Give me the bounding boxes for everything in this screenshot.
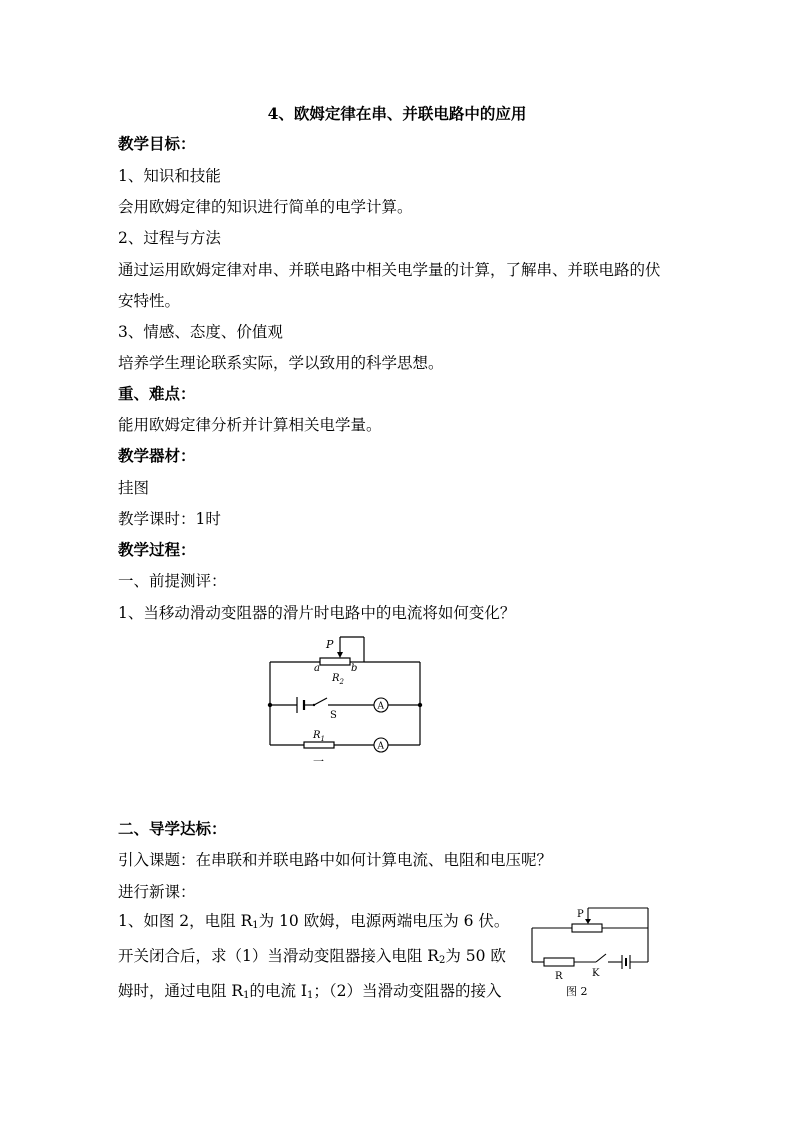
figure-2-slider	[585, 919, 591, 924]
label-r1: $R_1$	[313, 730, 325, 743]
figure-2-caption: 图 2	[566, 985, 588, 998]
figure-1-caption: 一	[313, 755, 324, 768]
goal2-heading: 2、过程与方法	[118, 229, 221, 247]
goal2-text-1: 通过运用欧姆定律对串、并联电路中相关电学量的计算，了解串、并联电路的伏	[118, 261, 661, 279]
part2-heading: 二、导学达标：	[118, 819, 227, 838]
switch-s	[314, 698, 327, 705]
label-a: a	[314, 663, 320, 674]
figure-2-switch-k	[596, 954, 606, 962]
process-heading: 教学过程：	[118, 540, 196, 559]
key-text: 能用欧姆定律分析并计算相关电学量。	[118, 416, 382, 434]
intro-text: 引入课题：在串联和并联电路中如何计算电流、电阻和电压呢？	[118, 851, 553, 869]
hours-text: 教学课时：1时	[118, 510, 221, 528]
question-1: 1、当移动滑动变阻器的滑片时电路中的电流将如何变化？	[118, 604, 516, 622]
new-lesson: 进行新课：	[118, 883, 196, 901]
figure-2-label-k: K	[592, 968, 600, 979]
figure-2-label-r: R	[555, 971, 563, 982]
resistor-r1	[304, 742, 334, 748]
goal1-heading: 1、知识和技能	[118, 167, 221, 185]
page-title: 4、欧姆定律在串、并联电路中的应用	[267, 104, 527, 123]
figure-2-rheostat	[572, 924, 602, 932]
figure-2-resistor-r	[544, 958, 574, 966]
slider-arrow	[337, 652, 343, 658]
goal1-text: 会用欧姆定律的知识进行简单的电学计算。	[118, 198, 413, 216]
label-p: P	[326, 638, 334, 651]
goals-heading: 教学目标：	[118, 134, 196, 153]
goal3-heading: 3、情感、态度、价值观	[118, 323, 283, 341]
equipment-text: 挂图	[118, 479, 150, 497]
part1-heading: 一、前提测评：	[118, 572, 227, 590]
label-b: b	[351, 663, 358, 674]
ammeter-2-label: A	[377, 741, 384, 752]
rheostat-r2	[320, 658, 350, 665]
goal2-text-2: 安特性。	[118, 292, 181, 310]
label-r2: $R_2$	[332, 673, 344, 686]
figure-2-label-p: P	[577, 909, 584, 920]
circuit-figure-1	[262, 630, 432, 770]
equipment-heading: 教学器材：	[118, 446, 196, 465]
example-1-paragraph: 1、如图 2，电阻 $R_1$为 10 欧姆，电源两端电压为 6 伏。 开关闭合后，求（1）当滑动变阻器接入电阻 $R_2$为 50 欧 姆时，通过电阻 $R_1$的电流 $I_1$；（2）当滑动变阻器的接入	[118, 912, 510, 1001]
ammeter-1-label: A	[377, 701, 384, 712]
label-s: S	[330, 710, 337, 721]
key-heading: 重、难点：	[118, 384, 196, 403]
goal3-text: 培养学生理论联系实际，学以致用的科学思想。	[118, 354, 444, 372]
circuit-figure-2	[526, 902, 656, 1002]
